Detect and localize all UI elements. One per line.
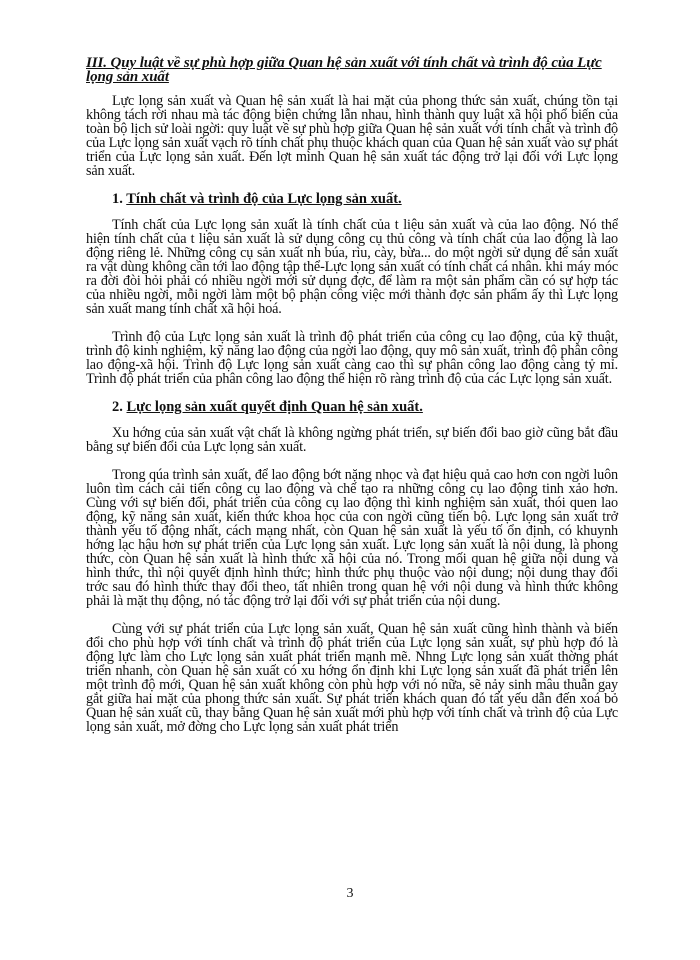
paragraph-1-1: Tính chất của Lực lọng sản xuất là tính chất của t liệu sản xuất và của lao động. Nó thể hiện tính chất của t liệu sản xuất là sử dụng công cụ thủ công và tính chất của lao động là lao động riêng lẻ. Những công cụ sản xuất nh búa, rìu, cày, bừa... do một ngời sử dụng để sản xuất ra vật dùng không cần tới lao động tập thể-Lực lọng sản xuất có tính chất cá nhân. khi máy móc ra đời đòi hỏi phải có nhiều ngời mới sử dụng đợc, để làm ra một sản phẩm cần có sự hợp tác của nhiều ngời, mỗi ngời làm một bộ phận công việc mới thành đợc sản phẩm ấy thì Lực lọng sản xuất mang tính chất xã hội hoá. — [86, 217, 618, 317]
paragraph-2-1: Xu hớng của sản xuất vật chất là không ngừng phát triển, sự biến đổi bao giờ cũng bắt đầu bằng sự biến đổi của Lực lọng sản xuất. — [86, 425, 618, 455]
paragraph-1-2: Trình độ của Lực lọng sản xuất là trình độ phát triển của công cụ lao động, của kỹ thuật, trình độ kinh nghiệm, kỹ năng lao động của ngời lao động, quy mô sản xuất, trình độ phân công lao động-xã hội. Trình độ Lực lọng sản xuất càng cao thì sự phân công lao động càng tỷ mỉ. Trình độ phát triển của phân công lao động thể hiện rõ ràng trình độ của các Lực lọng sản xuất. — [86, 329, 618, 387]
intro-paragraph: Lực lọng sản xuất và Quan hệ sản xuất là hai mặt của phong thức sản xuất, chúng tồn tại không tách rời nhau mà tác động biện chứng lẫn nhau, hình thành quy luật xã hội phổ biến của toàn bộ lịch sử loài ngời: quy luật về sự phù hợp giữa Quan hệ sản xuất với tính chất và trình độ của Lực lọng sản xuất vạch rõ tính chất phụ thuộc khách quan của Quan hệ sản xuất vào sự phát triển của Lực lọng sản xuất. Đến lợt mình Quan hệ sản xuất tác động trở lại đối với Lực lọng sản xuất. — [86, 93, 618, 179]
heading-2 — [112, 400, 618, 414]
page-number: 3 — [346, 886, 354, 901]
paragraph-2-2: Trong qúa trình sản xuất, để lao động bớt nặng nhọc và đạt hiệu quả cao hơn con ngời luôn luôn tìm cách cải tiến công cụ lao động và chế tạo ra những công cụ lao động tinh xảo hơn. Cùng với sự biến đổi, phát triển của công cụ lao động thì kinh nghiệm sản xuất, thói quen lao động, kỹ năng sản xuất, kiến thức khoa học của con ngời cũng tiến bộ. Lực lọng sản xuất trở thành yếu tố động nhất, cách mạng nhất, còn Quan hệ sản xuất là yếu tố ổn định, có khuynh hớng lạc hậu hơn sự phát triển của Lực lọng sản xuất. Lực lọng sản xuất là nội dung, là phong thức, còn Quan hệ sản xuất là hình thức xã hội của nó. Trong mối quan hệ giữa nội dung và hình thức, thì nội quyết định hình thức; hình thức phụ thuộc vào nội dung; nội dung thay đổi trớc sau đó hình thức thay đổi theo, tất nhiên trong quan hệ với nội dung và hình thức không phải là mặt thụ động, nó tác động trở lại đối với sự phát triển của nội dung. — [86, 467, 618, 609]
section-title: III. Quy luật về sự phù hợp giữa Quan hệ sản xuất với tính chất và trình độ của Lực lọng sản xuất — [86, 55, 602, 85]
page-content — [86, 56, 618, 748]
heading-1-text: Tính chất và trình độ của Lực lọng sản xuất. — [126, 191, 402, 207]
heading-1 — [112, 192, 618, 206]
heading-1-number: 1. — [112, 191, 123, 207]
paragraph-2-3: Cùng với sự phát triển của Lực lọng sản xuất, Quan hệ sản xuất cũng hình thành và biến đổi cho phù hợp với tính chất và trình độ phát triển của Lực lọng sản xuất, sự phù hợp đó là động lực làm cho Lực lọng sản xuất phát triển mạnh mẽ. Nhng Lực lọng sản xuất thờng phát triển nhanh, còn Quan hệ sản xuất có xu hớng ổn định khi Lực lọng sản xuất đã phát triển lên một trình độ mới, Quan hệ sản xuất không còn phù hợp với nó nữa, sẽ nảy sinh mâu thuẫn gay gắt giữa hai mặt của phong thức sản xuất. Sự phát triển khách quan đó tất yếu dẫn đến xoá bỏ Quan hệ sản xuất cũ, thay bằng Quan hệ sản xuất mới phù hợp với tính chất và trình độ của Lực lọng sản xuất, mở đờng cho Lực lọng sản xuất phát triển — [86, 621, 618, 735]
heading-2-text: Lực lọng sản xuất quyết định Quan hệ sản xuất. — [126, 399, 423, 415]
heading-2-number: 2. — [112, 399, 123, 415]
